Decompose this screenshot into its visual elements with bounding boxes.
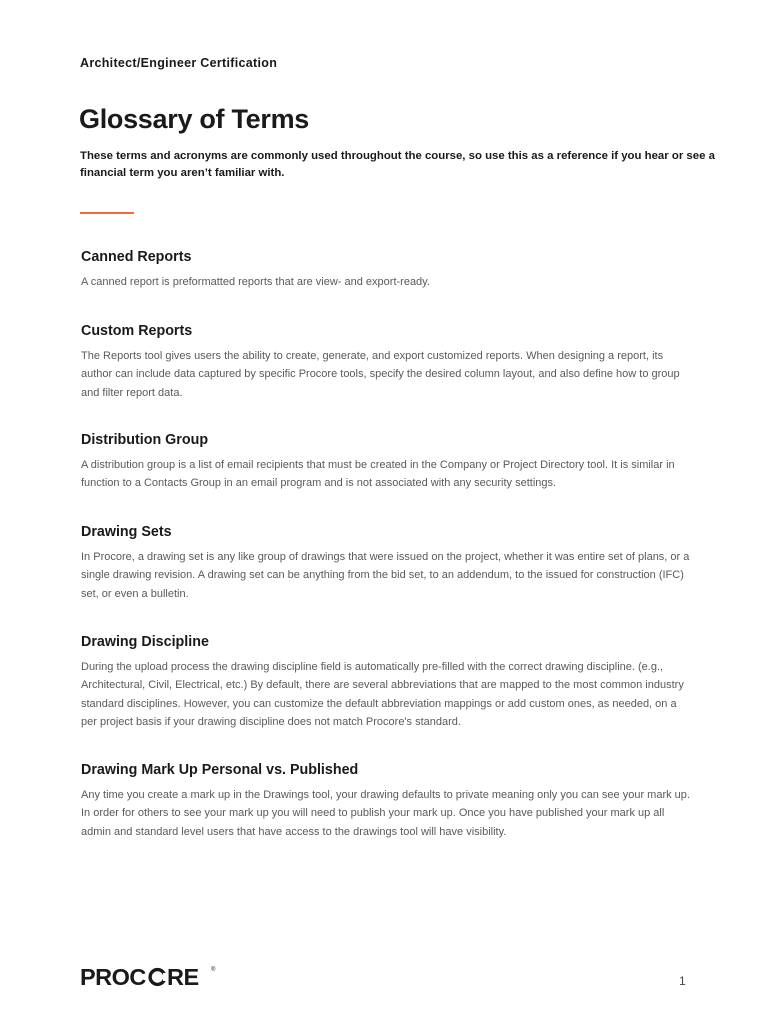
accent-divider bbox=[80, 212, 134, 214]
term-title: Canned Reports bbox=[81, 249, 192, 265]
glossary-entry bbox=[81, 247, 691, 291]
term-title: Custom Reports bbox=[81, 323, 193, 339]
course-header: Architect/Engineer Certification bbox=[80, 56, 278, 70]
intro-paragraph: These terms and acronyms are commonly used throughout the course, so use this as a reference if you hear or see a financial term you aren’t familiar with. bbox=[80, 150, 715, 179]
term-definition: In Procore, a drawing set is any like group of drawings that were issued on the project, whether it was entire set of plans, or a single drawing revision. A drawing set can be anything from the bid set, to an addendum, to the issued for construction (IFC) set, or even a bulletin. bbox=[81, 551, 690, 600]
term-title: Drawing Sets bbox=[81, 524, 172, 540]
svg-text:®: ® bbox=[211, 967, 216, 973]
term-title: Drawing Mark Up Personal vs. Published bbox=[81, 762, 359, 778]
page-title: Glossary of Terms bbox=[79, 104, 309, 134]
term-definition: A distribution group is a list of email recipients that must be created in the Company or Project Directory tool. It is similar in function to a Contacts Group in an email program and is not associated with any security settings. bbox=[81, 459, 675, 490]
logo-o-mark bbox=[150, 970, 167, 985]
term-definition: The Reports tool gives users the ability to create, generate, and export customized reports. When designing a report, its author can include data captured by specific Procore tools, specify the desired column layout, and also define how to group and filter report data. bbox=[81, 350, 680, 399]
term-definition: During the upload process the drawing discipline field is automatically pre-filled with the correct drawing discipline. (e.g., Architectural, Civil, Electrical, etc.) By default, there are several abbreviations that are mapped to the most common industry standard disciplines. However, you can customize the default abbreviation mappings or add custom ones, as needed, on a per project basis if your drawing discipline does not match Procore's standard. bbox=[81, 661, 684, 728]
glossary-entry bbox=[81, 321, 691, 402]
page-number: 1 bbox=[679, 974, 686, 988]
term-title: Drawing Discipline bbox=[81, 634, 209, 650]
term-definition: A canned report is preformatted reports that are view- and export-ready. bbox=[81, 276, 430, 288]
procore-logo bbox=[80, 962, 220, 990]
glossary-entry bbox=[81, 760, 691, 841]
term-definition: Any time you create a mark up in the Drawings tool, your drawing defaults to private meaning only you can see your mark up. In order for others to see your mark up you will need to publish your mark up. Once you have published your mark up all admin and standard level users that have access to the drawings tool will have visibility. bbox=[81, 789, 690, 838]
svg-text:RE: RE bbox=[167, 964, 199, 990]
glossary-entry bbox=[81, 522, 691, 603]
glossary-entry bbox=[81, 632, 691, 731]
glossary-entry bbox=[81, 430, 691, 493]
term-title: Distribution Group bbox=[81, 432, 209, 448]
svg-text:PROC: PROC bbox=[80, 964, 146, 990]
